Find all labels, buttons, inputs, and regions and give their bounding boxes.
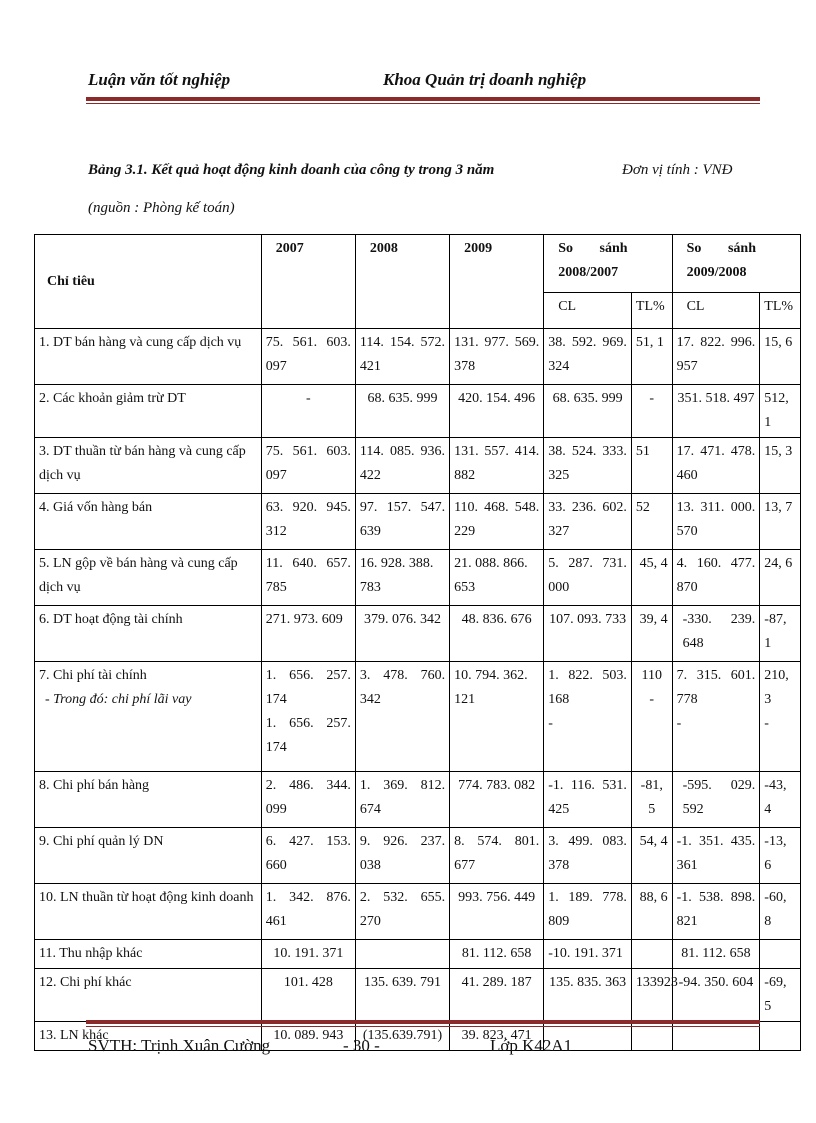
cell-tl-1: -81, 5: [631, 772, 672, 828]
cell-2009: 110. 468. 548. 229: [450, 494, 544, 550]
table-row: [35, 438, 801, 494]
footer-class: Lớp K42A1: [490, 1036, 573, 1055]
table-row: [35, 884, 801, 940]
cell-2007: 75. 561. 603. 097: [261, 438, 355, 494]
cell-cl-2: 17. 471. 478. 460: [672, 438, 760, 494]
cell-tl-2: -60, 8: [760, 884, 801, 940]
cell-tl-2: [760, 940, 801, 969]
cell-2007: 10. 089. 943: [261, 1022, 355, 1051]
header-criteria: Chỉ tiêu: [35, 235, 262, 329]
cell-tl-1: 133923: [631, 969, 672, 1022]
cell-tl-1: 51: [631, 438, 672, 494]
cell-2009: 39. 823. 471: [450, 1022, 544, 1051]
cell-2007: 75. 561. 603. 097: [261, 329, 355, 385]
cell-2008: 9. 926. 237. 038: [355, 828, 449, 884]
header-compare2-word2: sánh: [727, 241, 756, 256]
row-label: 13. LN khác: [35, 1022, 262, 1051]
cell-cl-1: 68. 635. 999: [544, 385, 632, 438]
cell-2008: 3. 478. 760. 342: [355, 662, 449, 772]
header-cl-2: CL: [672, 293, 760, 329]
table-row: [35, 940, 801, 969]
cell-2008: 2. 532. 655. 270: [355, 884, 449, 940]
table-row: [35, 969, 801, 1022]
cell-cl-2: -330. 239. 648: [672, 606, 760, 662]
cell-tl-1: 39, 4: [631, 606, 672, 662]
cell-tl-1: 51, 1: [631, 329, 672, 385]
cell-cl-2: -1. 351. 435. 361: [672, 828, 760, 884]
cell-cl-1: 38. 592. 969. 324: [544, 329, 632, 385]
header-cl-1: CL: [544, 293, 632, 329]
row-label: 7. Chi phí tài chính: [39, 668, 147, 683]
cell-tl-2: 15, 3: [760, 438, 801, 494]
row-label: 8. Chi phí bán hàng: [35, 772, 262, 828]
cell-cl-2: 81. 112. 658: [672, 940, 760, 969]
table-row: [35, 329, 801, 385]
cell-2007-group: [261, 662, 355, 772]
cell-tl-1: 45, 4: [631, 550, 672, 606]
cell-cl-1: 5. 287. 731. 000: [544, 550, 632, 606]
footer-page-number: - 30 -: [343, 1036, 380, 1055]
cell-cl-2: 7. 315. 601. 778: [676, 668, 756, 707]
cell-tl-1: 110: [641, 668, 662, 683]
cell-2008: 16. 928. 388. 783: [355, 550, 449, 606]
cell-2009: 48. 836. 676: [450, 606, 544, 662]
cell-tl-1: 54, 4: [631, 828, 672, 884]
cell-tl-1-group: [631, 662, 672, 772]
table-row: [35, 550, 801, 606]
cell-cl-2-sub: -: [676, 716, 682, 731]
table-row: [35, 828, 801, 884]
cell-2007: 63. 920. 945. 312: [261, 494, 355, 550]
cell-2009: 10. 794. 362. 121: [450, 662, 544, 772]
row-label: 11. Thu nhập khác: [35, 940, 262, 969]
cell-2008: 114. 154. 572. 421: [355, 329, 449, 385]
table-row: [35, 772, 801, 828]
cell-2008: 1. 369. 812. 674: [355, 772, 449, 828]
cell-2008: 97. 157. 547. 639: [355, 494, 449, 550]
cell-tl-2: 24, 6: [760, 550, 801, 606]
cell-tl-2-group: [760, 662, 801, 772]
cell-2009: 81. 112. 658: [450, 940, 544, 969]
cell-cl-1: 33. 236. 602. 327: [544, 494, 632, 550]
cell-2009: 774. 783. 082: [450, 772, 544, 828]
cell-cl-2: 351. 518. 497: [672, 385, 760, 438]
cell-tl-1-sub: -: [649, 692, 655, 707]
row-sublabel: - Trong đó: chi phí lãi vay: [45, 692, 192, 707]
cell-tl-2: 15, 6: [760, 329, 801, 385]
source-note: (nguồn : Phòng kế toán): [88, 200, 235, 216]
cell-cl-1: -1. 116. 531. 425: [544, 772, 632, 828]
header-tl-1: TL%: [631, 293, 672, 329]
cell-2008: 114. 085. 936. 422: [355, 438, 449, 494]
cell-2007: 6. 427. 153. 660: [261, 828, 355, 884]
header-left: Luận văn tốt nghiệp: [88, 70, 231, 89]
row-label: 6. DT hoạt động tài chính: [35, 606, 262, 662]
business-results-table: [34, 234, 801, 1051]
row-label-group: [35, 662, 262, 772]
cell-2008: [355, 940, 449, 969]
cell-2007: 1. 342. 876. 461: [261, 884, 355, 940]
cell-2008: 379. 076. 342: [355, 606, 449, 662]
cell-cl-1: 107. 093. 733: [544, 606, 632, 662]
footer-rule: [86, 1020, 760, 1024]
cell-tl-1: -: [631, 385, 672, 438]
cell-2009: 420. 154. 496: [450, 385, 544, 438]
header-2009: 2009: [450, 235, 544, 329]
cell-2007: 11. 640. 657. 785: [261, 550, 355, 606]
row-label: 5. LN gộp về bán hàng và cung cấp dịch vụ: [35, 550, 262, 606]
cell-2009: 993. 756. 449: [450, 884, 544, 940]
cell-cl-1: -10. 191. 371: [544, 940, 632, 969]
row-label: 3. DT thuần từ bán hàng và cung cấp dịch vụ: [35, 438, 262, 494]
table-caption: Bảng 3.1. Kết quả hoạt động kinh doanh của công ty trong 3 năm: [88, 162, 495, 178]
row-label: 9. Chi phí quản lý DN: [35, 828, 262, 884]
row-label: 12. Chi phí khác: [35, 969, 262, 1022]
cell-2009: 41. 289. 187: [450, 969, 544, 1022]
cell-cl-1: 1. 189. 778. 809: [544, 884, 632, 940]
table-row: [35, 494, 801, 550]
cell-cl-2: -94. 350. 604: [672, 969, 760, 1022]
cell-2009: 21. 088. 866. 653: [450, 550, 544, 606]
header-right: Khoa Quản trị doanh nghiệp: [383, 70, 587, 89]
cell-cl-2: 4. 160. 477. 870: [672, 550, 760, 606]
header-compare1-years: 2008/2007: [558, 265, 619, 280]
cell-tl-2: 210, 3: [764, 668, 789, 707]
cell-tl-2: -87, 1: [760, 606, 801, 662]
cell-tl-2: [760, 1022, 801, 1051]
header-compare2-years: 2009/2008: [686, 265, 747, 280]
header-compare2-word1: So: [686, 241, 702, 256]
table-row: [35, 662, 801, 772]
cell-cl-1: 3. 499. 083. 378: [544, 828, 632, 884]
row-label: 2. Các khoản giảm trừ DT: [35, 385, 262, 438]
cell-2007: 271. 973. 609: [261, 606, 355, 662]
cell-cl-1: 135. 835. 363: [544, 969, 632, 1022]
cell-2009: 131. 977. 569. 378: [450, 329, 544, 385]
header-2007: 2007: [261, 235, 355, 329]
cell-2007: -: [261, 385, 355, 438]
table-row: [35, 385, 801, 438]
header-compare-2008-2007: [544, 235, 672, 293]
cell-cl-2: -595. 029. 592: [672, 772, 760, 828]
table-row: [35, 606, 801, 662]
cell-2007: 10. 191. 371: [261, 940, 355, 969]
header-compare1-word1: So: [558, 241, 573, 256]
cell-cl-2-group: [672, 662, 760, 772]
cell-cl-1-group: [544, 662, 632, 772]
cell-cl-1: 1. 822. 503. 168: [548, 668, 627, 707]
cell-2008: 135. 639. 791: [355, 969, 449, 1022]
cell-2007: 101. 428: [261, 969, 355, 1022]
cell-cl-1: 38. 524. 333. 325: [544, 438, 632, 494]
cell-tl-2: -43, 4: [760, 772, 801, 828]
cell-cl-2: 17. 822. 996. 957: [672, 329, 760, 385]
cell-tl-2: 512, 1: [760, 385, 801, 438]
cell-tl-1: [631, 940, 672, 969]
cell-tl-2: -69, 5: [760, 969, 801, 1022]
cell-2007: 2. 486. 344. 099: [261, 772, 355, 828]
row-label: 4. Giá vốn hàng bán: [35, 494, 262, 550]
cell-2007: 1. 656. 257. 174: [265, 668, 351, 707]
cell-2008: (135.639.791): [355, 1022, 449, 1051]
cell-2008: 68. 635. 999: [355, 385, 449, 438]
cell-tl-2: 13, 7: [760, 494, 801, 550]
cell-cl-2: 13. 311. 000. 570: [672, 494, 760, 550]
cell-cl-1-sub: -: [548, 716, 553, 731]
cell-tl-2-sub: -: [764, 716, 769, 731]
header-rule: [86, 97, 760, 101]
header-2008: 2008: [355, 235, 449, 329]
header-compare1-word2: sánh: [599, 241, 628, 256]
header-rule-thin: [86, 103, 760, 104]
cell-cl-2: -1. 538. 898. 821: [672, 884, 760, 940]
cell-tl-1: 52: [631, 494, 672, 550]
footer-rule-thin: [86, 1026, 760, 1027]
unit-label: Đơn vị tính : VNĐ: [622, 162, 733, 178]
cell-2009: 131. 557. 414. 882: [450, 438, 544, 494]
cell-2007-sub: 1. 656. 257. 174: [265, 716, 351, 755]
footer-author: SVTH: Trịnh Xuân Cường: [88, 1036, 271, 1055]
header-compare-2009-2008: [672, 235, 800, 293]
row-label: 10. LN thuần từ hoạt động kinh doanh: [35, 884, 262, 940]
header-tl-2: TL%: [760, 293, 801, 329]
cell-tl-2: -13, 6: [760, 828, 801, 884]
row-label: 1. DT bán hàng và cung cấp dịch vụ: [35, 329, 262, 385]
cell-2009: 8. 574. 801. 677: [450, 828, 544, 884]
cell-tl-1: 88, 6: [631, 884, 672, 940]
